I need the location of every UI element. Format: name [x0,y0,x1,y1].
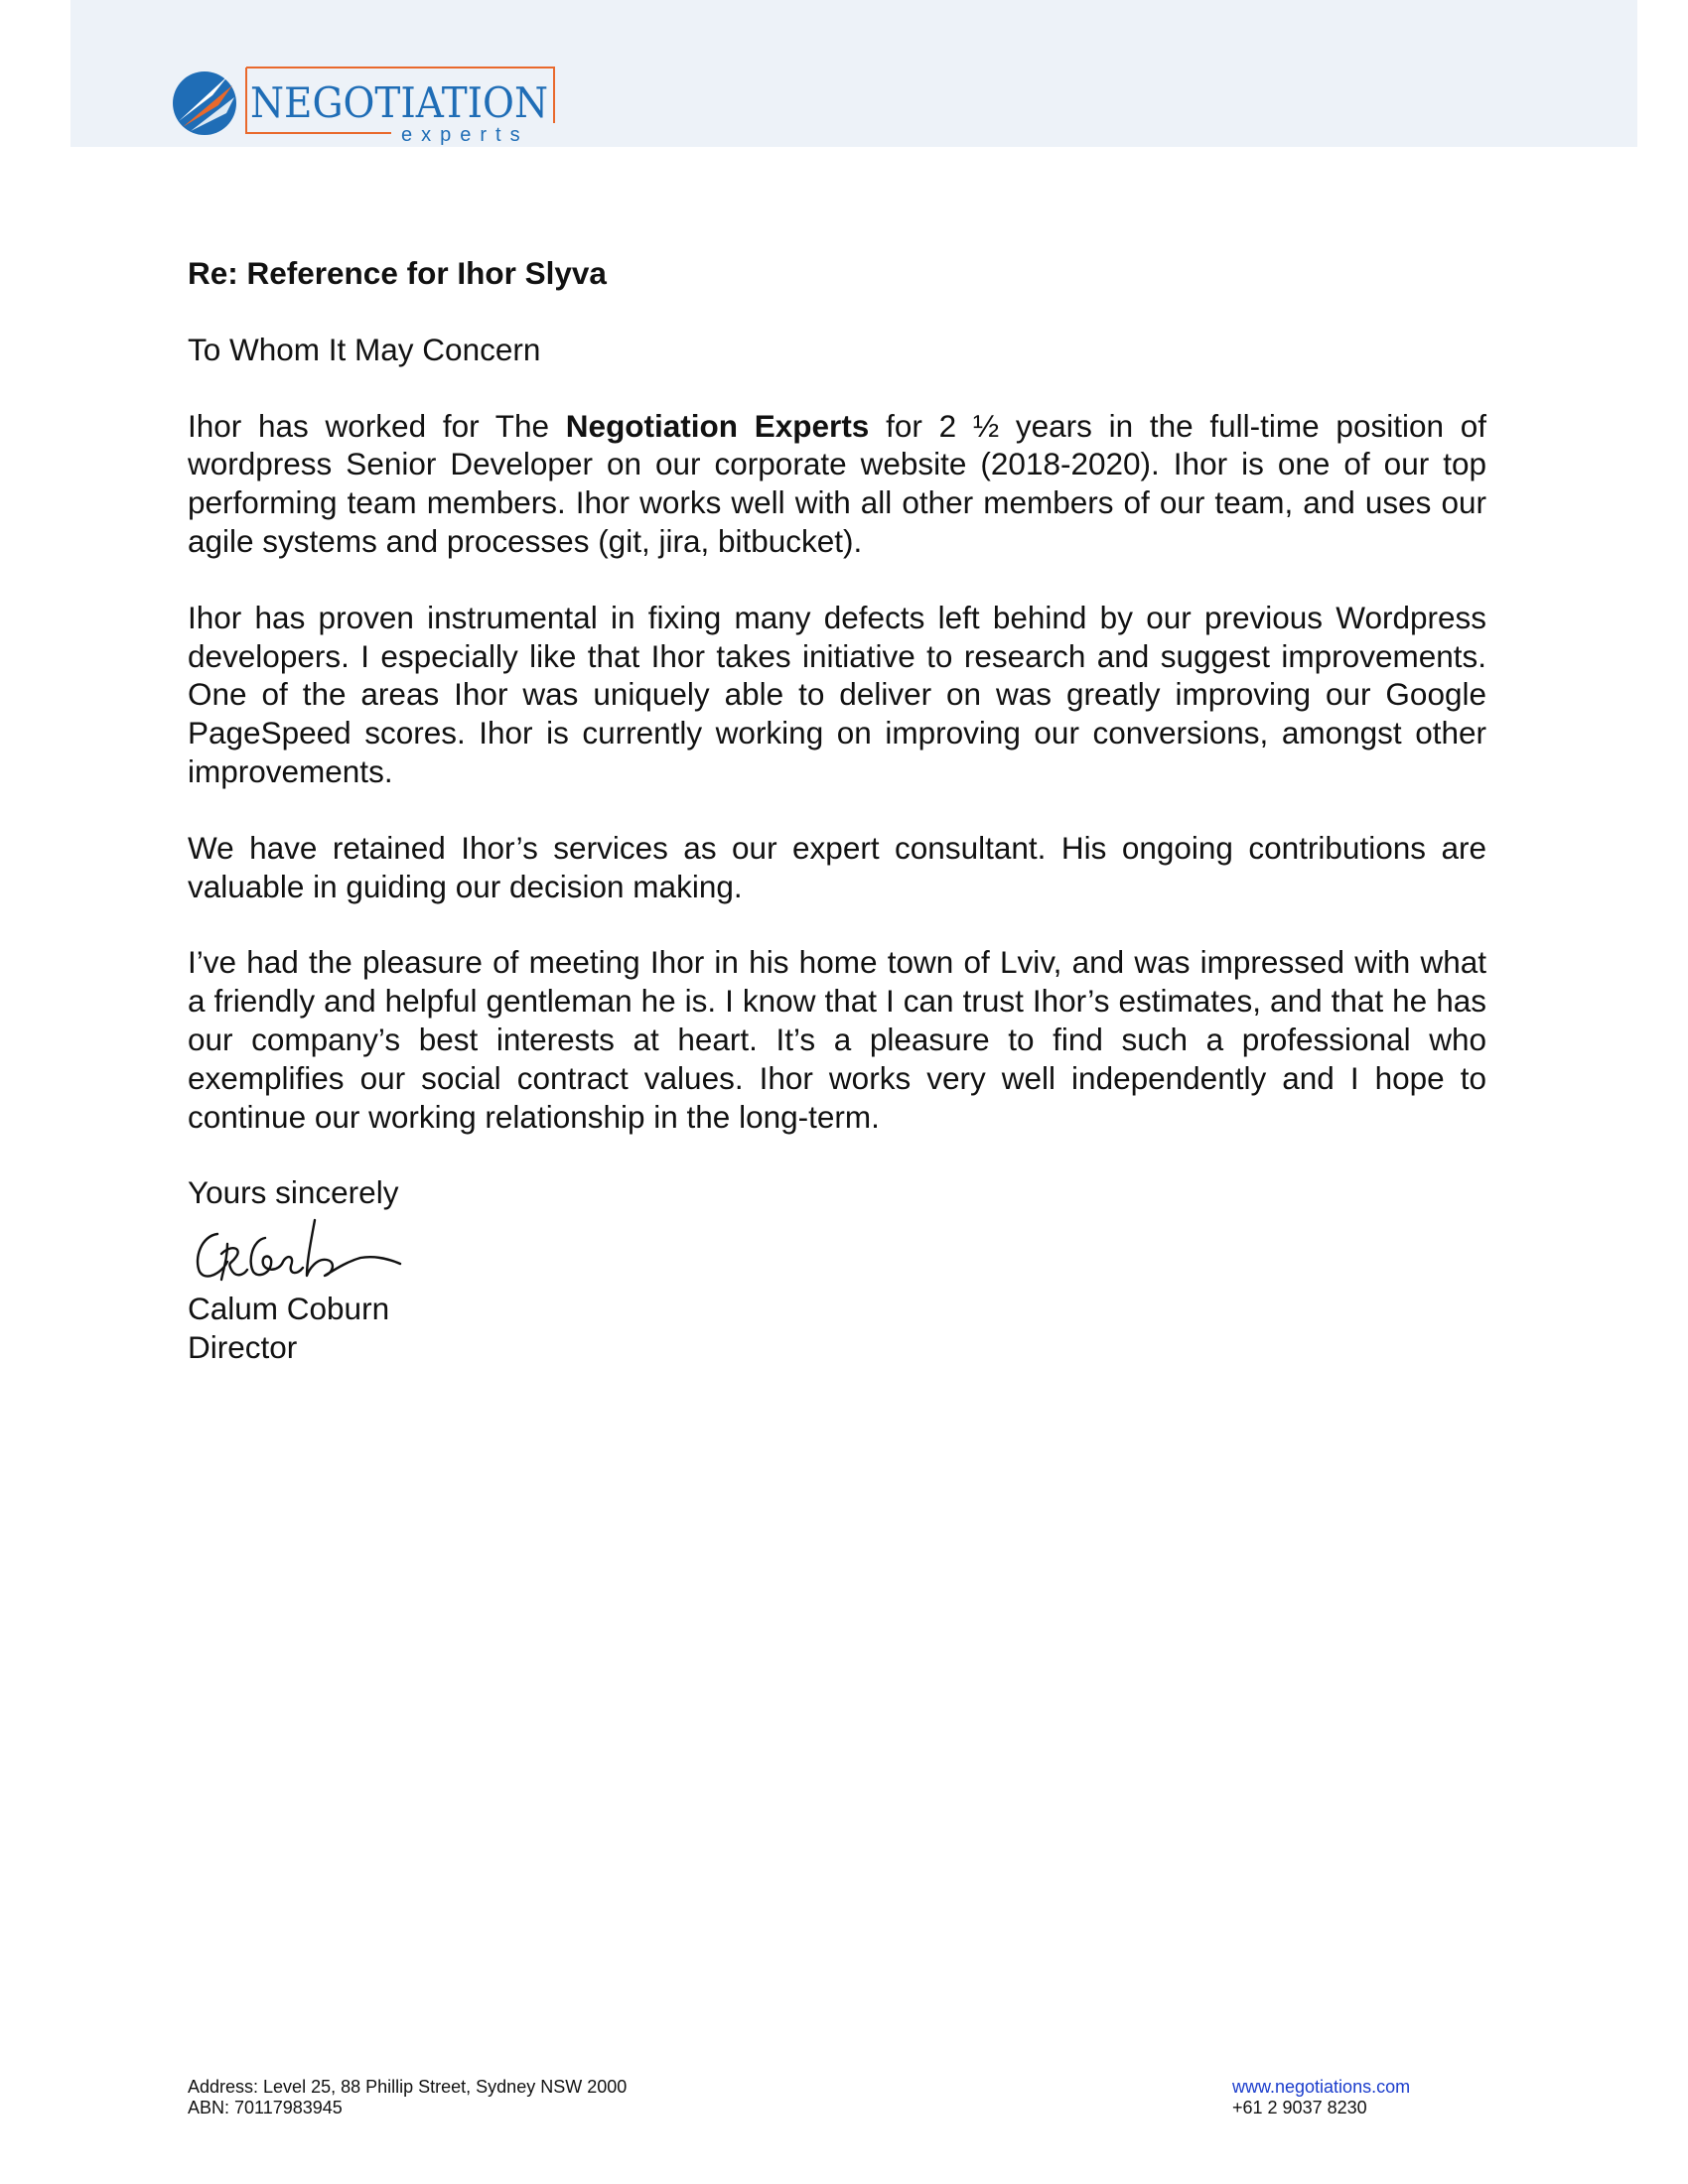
negotiation-experts-logo [171,62,558,151]
footer-abn: ABN: 70117983945 [188,2098,343,2117]
letter-body [188,254,1486,1367]
logo-wordmark: NEGOTIATION [250,78,548,127]
letter-salutation: To Whom It May Concern [188,331,541,367]
signer-title: Director [188,1328,298,1365]
paragraph-1-start: Ihor has worked for The [188,407,566,444]
footer-company-info [188,2077,627,2118]
paragraph-2: Ihor has proven instrumental in fixing many defects left behind by our previous Wordpress developers. I especially like that Ihor takes initiative to research and suggest improvements. One of the areas Ihor was uniquely able to deliver on was greatly improving our Google PageSpeed scores. Ihor is currently working on improving our conversions, amongst other improvements. [188,599,1486,789]
signer-name: Calum Coburn [188,1291,390,1327]
handwritten-signature [188,1214,416,1288]
footer-contact [1232,2077,1410,2118]
footer-website-link[interactable]: www.negotiations.com [1232,2077,1411,2097]
paragraph-3: We have retained Ihor’s services as our expert consultant. His ongoing contributions are valuable in guiding our decision making. [188,829,1486,904]
footer-phone: +61 2 9037 8230 [1232,2098,1367,2117]
logo-subtext: experts [401,124,529,146]
footer-address: Address: Level 25, 88 Phillip Street, Sydney NSW 2000 [188,2077,628,2097]
paragraph-4: I’ve had the pleasure of meeting Ihor in his home town of Lviv, and was impressed with what a friendly and helpful gentleman he is. I know that I can trust Ihor’s estimates, and that he has our company’s best interests at heart. It’s a pleasure to find such a professional who exemplifies our social contract values. Ihor works very well independently and I hope to continue our working relationship in the long-term. [188,944,1486,1135]
paragraph-1 [188,407,1486,561]
paragraph-1-rest: for 2 ½ years in the full-time position of wordpress Senior Developer on our corporate website (2018-2020). Ihor is one of our top performing team members. Ihor works well with all other members of our team, and uses our agile systems and processes (git, jira, bitbucket). [188,407,1487,559]
signature-stroke [198,1220,400,1280]
letter-subject: Re: Reference for Ihor Slyva [188,255,607,291]
company-name-bold: Negotiation Experts [565,407,870,444]
company-logo [171,62,558,151]
letter-closing: Yours sincerely [188,1174,399,1211]
